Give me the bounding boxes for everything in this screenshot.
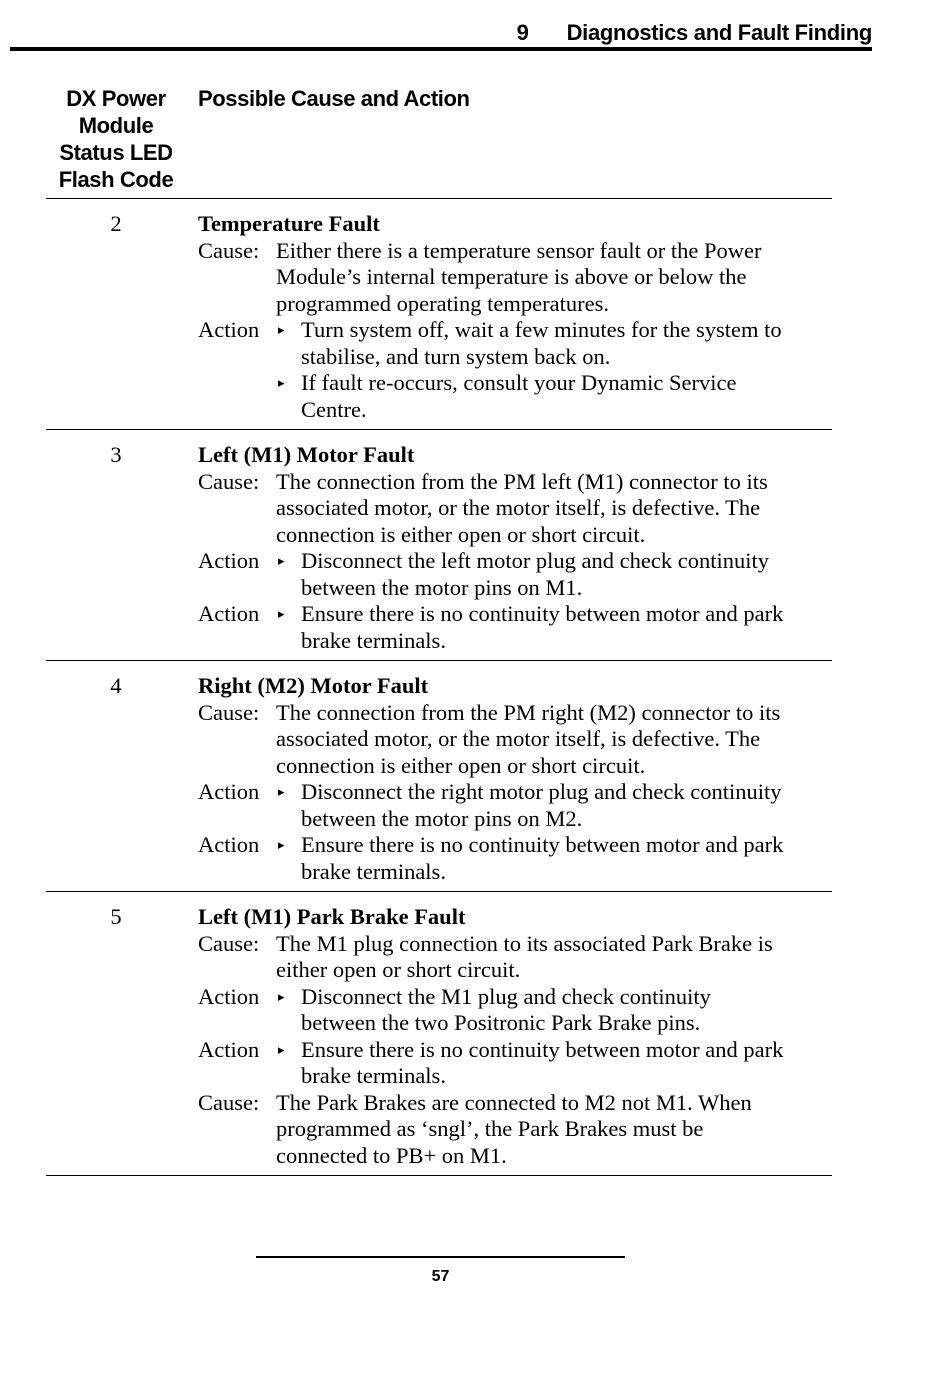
flash-code: 3 <box>110 442 122 467</box>
fault-title: Left (M1) Motor Fault <box>198 442 415 467</box>
cause-entry <box>198 700 832 780</box>
column-header-flash-code <box>46 85 186 193</box>
entry-text-line: associated motor, or the motor itself, is defective. The <box>276 495 761 520</box>
entry-label: Action <box>198 317 260 342</box>
flash-code: 4 <box>110 673 122 698</box>
column-header-line: Flash Code <box>58 167 174 192</box>
entry-text-line: brake terminals. <box>301 858 446 884</box>
bullet-arrow-icon: ▸ <box>278 606 285 621</box>
footer-rule <box>256 1256 625 1258</box>
flash-code: 5 <box>110 904 122 929</box>
entry-text <box>301 317 832 370</box>
action-entry <box>198 317 832 370</box>
entry-label: Cause: <box>198 699 260 725</box>
entry-text-line: The connection from the PM right (M2) connector to its <box>276 699 781 725</box>
action-entry <box>198 984 832 1037</box>
page-header <box>0 20 872 46</box>
entry-text-line: between the two Positronic Park Brake pins. <box>301 1010 701 1035</box>
entry-text-line: The Park Brakes are connected to M2 not M1. When <box>276 1089 752 1115</box>
fault-title: Left (M1) Park Brake Fault <box>198 904 466 929</box>
entry-text-line: brake terminals. <box>301 1063 446 1088</box>
entry-text-line: Ensure there is no continuity between motor and park <box>301 832 784 857</box>
entry-text <box>276 238 832 318</box>
entry-label <box>198 370 276 423</box>
cause-action-cell <box>198 673 832 885</box>
entry-text <box>301 601 832 654</box>
cause-action-cell <box>198 442 832 654</box>
entry-text-line: The M1 plug connection to its associated Park Brake is <box>276 930 773 956</box>
entry-label: Action <box>198 1036 260 1062</box>
entry-label: Action <box>198 983 260 1009</box>
entry-text-line: connection is either open or short circuit. <box>276 521 646 547</box>
entry-text-line: connected to PB+ on M1. <box>276 1142 507 1168</box>
page-number: 57 <box>431 1268 450 1285</box>
table-row <box>46 199 832 430</box>
entry-text <box>301 1037 832 1090</box>
column-header-cause-action: Possible Cause and Action <box>198 86 470 111</box>
table-row <box>46 661 832 892</box>
entry-text-line: Either there is a temperature sensor fault or the Power <box>276 237 762 263</box>
entry-text-line: Disconnect the left motor plug and check continuity <box>301 548 769 573</box>
entry-text-line: programmed as ‘sngl’, the Park Brakes must be <box>276 1116 704 1141</box>
action-entry <box>198 548 832 601</box>
entry-text <box>301 370 832 423</box>
fault-title: Temperature Fault <box>198 211 380 236</box>
action-entry <box>198 601 832 654</box>
entry-label: Cause: <box>198 237 260 263</box>
action-entry <box>198 1037 832 1090</box>
column-header-line: Status LED <box>59 140 173 165</box>
entry-text-line: between the motor pins on M1. <box>301 574 583 600</box>
bullet-arrow-icon: ▸ <box>278 837 285 852</box>
chapter-number: 9 <box>516 20 529 45</box>
entry-text-line: Ensure there is no continuity between motor and park <box>301 1036 784 1062</box>
bullet-arrow-icon: ▸ <box>278 1041 285 1057</box>
column-header-line: DX Power <box>66 86 166 111</box>
entry-text <box>301 548 832 601</box>
action-entry <box>198 779 832 832</box>
entry-label: Cause: <box>198 468 260 494</box>
column-header-line: Module <box>78 113 154 138</box>
entry-text <box>301 779 832 832</box>
entry-text-line: stabilise, and turn system back on. <box>301 343 611 369</box>
flash-code: 2 <box>110 211 122 236</box>
cause-action-cell <box>198 904 832 1169</box>
entry-text <box>301 984 832 1037</box>
entry-text-line: Centre. <box>301 396 367 422</box>
bullet-arrow-icon: ▸ <box>278 322 285 337</box>
entry-text-line: connection is either open or short circuit. <box>276 752 646 778</box>
bullet-arrow-icon: ▸ <box>278 375 285 390</box>
table-row <box>46 892 832 1176</box>
entry-text-line: Disconnect the right motor plug and check continuity <box>301 779 782 804</box>
entry-text <box>276 700 832 780</box>
entry-text <box>276 931 832 984</box>
entry-text-line: Turn system off, wait a few minutes for the system to <box>301 317 782 342</box>
entry-text <box>276 469 832 549</box>
entry-text <box>301 832 832 885</box>
bullet-arrow-icon: ▸ <box>278 988 285 1004</box>
entry-text-line: The connection from the PM left (M1) connector to its <box>276 468 768 494</box>
entry-label: Action <box>198 779 260 804</box>
entry-text-line: If fault re-occurs, consult your Dynamic Service <box>301 370 737 395</box>
cause-entry <box>198 1090 832 1170</box>
entry-text-line: brake terminals. <box>301 627 446 653</box>
bullet-arrow-icon: ▸ <box>278 784 285 799</box>
entry-label: Cause: <box>198 930 260 956</box>
entry-label: Cause: <box>198 1089 260 1115</box>
header-rule <box>10 47 872 51</box>
entry-label: Action <box>198 832 260 857</box>
entry-text-line: either open or short circuit. <box>276 957 521 982</box>
entry-text <box>276 1090 832 1170</box>
cause-action-cell <box>198 211 832 423</box>
entry-text-line: Module’s internal temperature is above or below the <box>276 264 747 289</box>
entry-text-line: Disconnect the M1 plug and check continuity <box>301 983 711 1009</box>
bullet-arrow-icon: ▸ <box>278 553 285 568</box>
action-entry <box>198 370 832 423</box>
entry-label: Action <box>198 601 260 626</box>
chapter-title: Diagnostics and Fault Finding <box>566 20 872 45</box>
entry-text-line: associated motor, or the motor itself, is defective. The <box>276 726 761 751</box>
entry-label: Action <box>198 548 260 573</box>
cause-entry <box>198 469 832 549</box>
cause-entry <box>198 238 832 318</box>
entry-text-line: Ensure there is no continuity between motor and park <box>301 601 784 626</box>
fault-title: Right (M2) Motor Fault <box>198 673 429 698</box>
cause-entry <box>198 931 832 984</box>
entry-text-line: between the motor pins on M2. <box>301 805 583 831</box>
fault-table <box>46 199 832 1176</box>
table-header <box>46 85 832 199</box>
entry-text-line: programmed operating temperatures. <box>276 290 609 316</box>
table-row <box>46 430 832 661</box>
action-entry <box>198 832 832 885</box>
